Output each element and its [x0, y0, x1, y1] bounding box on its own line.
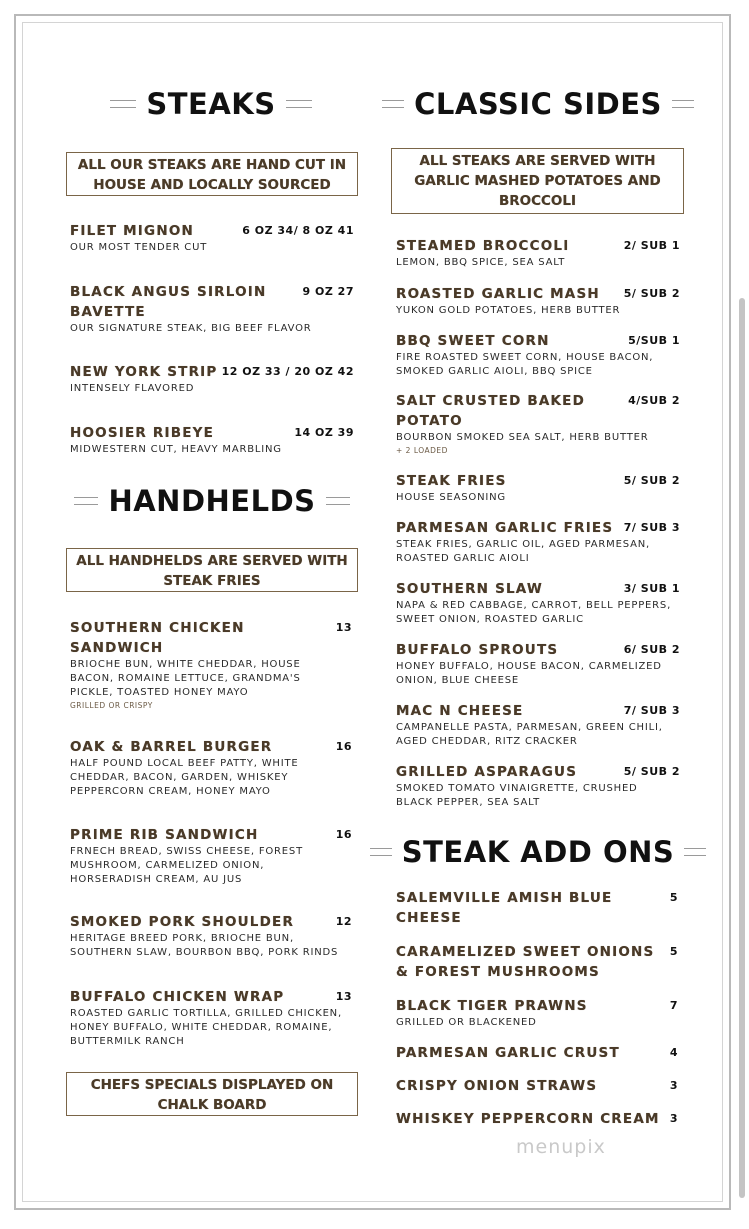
side-item-steak-fries: STEAK FRIES 5/ SUB 2 HOUSE SEASONING — [396, 473, 680, 503]
side-item-salt-crusted-baked-potato: SALT CRUSTED BAKED POTATO 4/SUB 2 BOURBON SMOKED SEA SALT, HERB BUTTER + 2 LOADED — [396, 393, 680, 455]
side-item-steamed-broccoli: STEAMED BROCCOLI 2/ SUB 1 LEMON, BBQ SPICE, SEA SALT — [396, 238, 680, 268]
handheld-item-buffalo-chicken-wrap: BUFFALO CHICKEN WRAP 13 ROASTED GARLIC TORTILLA, GRILLED CHICKEN, HONEY BUFFALO, WHITE CHEDDAR, ROMAINE, BUTTERMILK RANCH — [70, 989, 352, 1047]
addon-item-onions-mushrooms: CARAMELIZED SWEET ONIONS & FOREST MUSHROOMS 5 — [396, 944, 678, 980]
steaks-note: ALL OUR STEAKS ARE HAND CUT IN HOUSE AND LOCALLY SOURCED — [66, 152, 358, 196]
steak-item-new-york-strip: NEW YORK STRIP 12 OZ 33 / 20 OZ 42 INTENSELY FLAVORED — [70, 364, 354, 394]
side-item-grilled-asparagus: GRILLED ASPARAGUS 5/ SUB 2 SMOKED TOMATO VINAIGRETTE, CRUSHED BLACK PEPPER, SEA SALT — [396, 764, 680, 808]
addon-item-whiskey-peppercorn-cream: WHISKEY PEPPERCORN CREAM 3 — [396, 1111, 678, 1127]
sides-note: ALL STEAKS ARE SERVED WITH GARLIC MASHED POTATOES AND BROCCOLI — [391, 148, 684, 214]
handhelds-note: ALL HANDHELDS ARE SERVED WITH STEAK FRIES — [66, 548, 358, 592]
handheld-item-smoked-pork-shoulder: SMOKED PORK SHOULDER 12 HERITAGE BREED PORK, BRIOCHE BUN, SOUTHERN SLAW, BOURBON BBQ, PORK RINDS — [70, 914, 352, 958]
addon-item-amish-blue-cheese: SALEMVILLE AMISH BLUE CHEESE 5 — [396, 890, 678, 926]
steak-item-hoosier-ribeye: HOOSIER RIBEYE 14 OZ 39 MIDWESTERN CUT, HEAVY MARBLING — [70, 425, 354, 455]
side-item-buffalo-sprouts: BUFFALO SPROUTS 6/ SUB 2 HONEY BUFFALO, HOUSE BACON, CARMELIZED ONION, BLUE CHEESE — [396, 642, 680, 686]
addon-item-black-tiger-prawns: BLACK TIGER PRAWNS 7 GRILLED OR BLACKENED — [396, 998, 678, 1028]
handheld-item-prime-rib-sandwich: PRIME RIB SANDWICH 16 FRNECH BREAD, SWISS CHEESE, FOREST MUSHROOM, CARMELIZED ONION, HORSERADISH CREAM, AU JUS — [70, 827, 352, 885]
side-item-southern-slaw: SOUTHERN SLAW 3/ SUB 1 NAPA & RED CABBAGE, CARROT, BELL PEPPERS, SWEET ONION, ROASTED GARLIC — [396, 581, 680, 625]
steak-item-sirloin-bavette: BLACK ANGUS SIRLOIN BAVETTE 9 OZ 27 OUR SIGNATURE STEAK, BIG BEEF FLAVOR — [70, 284, 354, 334]
handheld-item-oak-barrel-burger: OAK & BARREL BURGER 16 HALF POUND LOCAL BEEF PATTY, WHITE CHEDDAR, BACON, GARDEN, WHISKEY PEPPERCORN CREAM, HONEY MAYO — [70, 739, 352, 797]
handheld-item-southern-chicken-sandwich: SOUTHERN CHICKEN SANDWICH 13 BRIOCHE BUN, WHITE CHEDDAR, HOUSE BACON, ROMAINE LETTUCE, GRANDMA'S PICKLE, TOASTED HONEY MAYO GRILLED OR CRISPY — [70, 620, 352, 710]
sides-heading — [382, 80, 694, 128]
steak-item-filet-mignon: FILET MIGNON 6 OZ 34/ 8 OZ 41 OUR MOST TENDER CUT — [70, 223, 354, 253]
addons-title: STEAK ADD ONS — [401, 835, 675, 869]
side-item-roasted-garlic-mash: ROASTED GARLIC MASH 5/ SUB 2 YUKON GOLD POTATOES, HERB BUTTER — [396, 286, 680, 316]
sides-title: CLASSIC SIDES — [414, 87, 662, 121]
side-item-parmesan-garlic-fries: PARMESAN GARLIC FRIES 7/ SUB 3 STEAK FRIES, GARLIC OIL, AGED PARMESAN, ROASTED GARLIC AIOLI — [396, 520, 680, 564]
steaks-title: STEAKS — [146, 87, 276, 121]
handhelds-heading — [74, 477, 350, 525]
handhelds-title: HANDHELDS — [108, 484, 316, 518]
addon-item-crispy-onion-straws: CRISPY ONION STRAWS 3 — [396, 1078, 678, 1094]
side-item-bbq-sweet-corn: BBQ SWEET CORN 5/SUB 1 FIRE ROASTED SWEET CORN, HOUSE BACON, SMOKED GARLIC AIOLI, BBQ SPICE — [396, 333, 680, 377]
scrollbar[interactable] — [739, 298, 745, 1198]
menupix-watermark: menupix — [516, 1136, 606, 1158]
chefs-specials-note: CHEFS SPECIALS DISPLAYED ON CHALK BOARD — [66, 1072, 358, 1116]
addon-item-parmesan-garlic-crust: PARMESAN GARLIC CRUST 4 — [396, 1045, 678, 1061]
addons-heading — [370, 828, 706, 876]
side-item-mac-n-cheese: MAC N CHEESE 7/ SUB 3 CAMPANELLE PASTA, PARMESAN, GREEN CHILI, AGED CHEDDAR, RITZ CRACKER — [396, 703, 680, 747]
steaks-heading — [110, 80, 312, 128]
